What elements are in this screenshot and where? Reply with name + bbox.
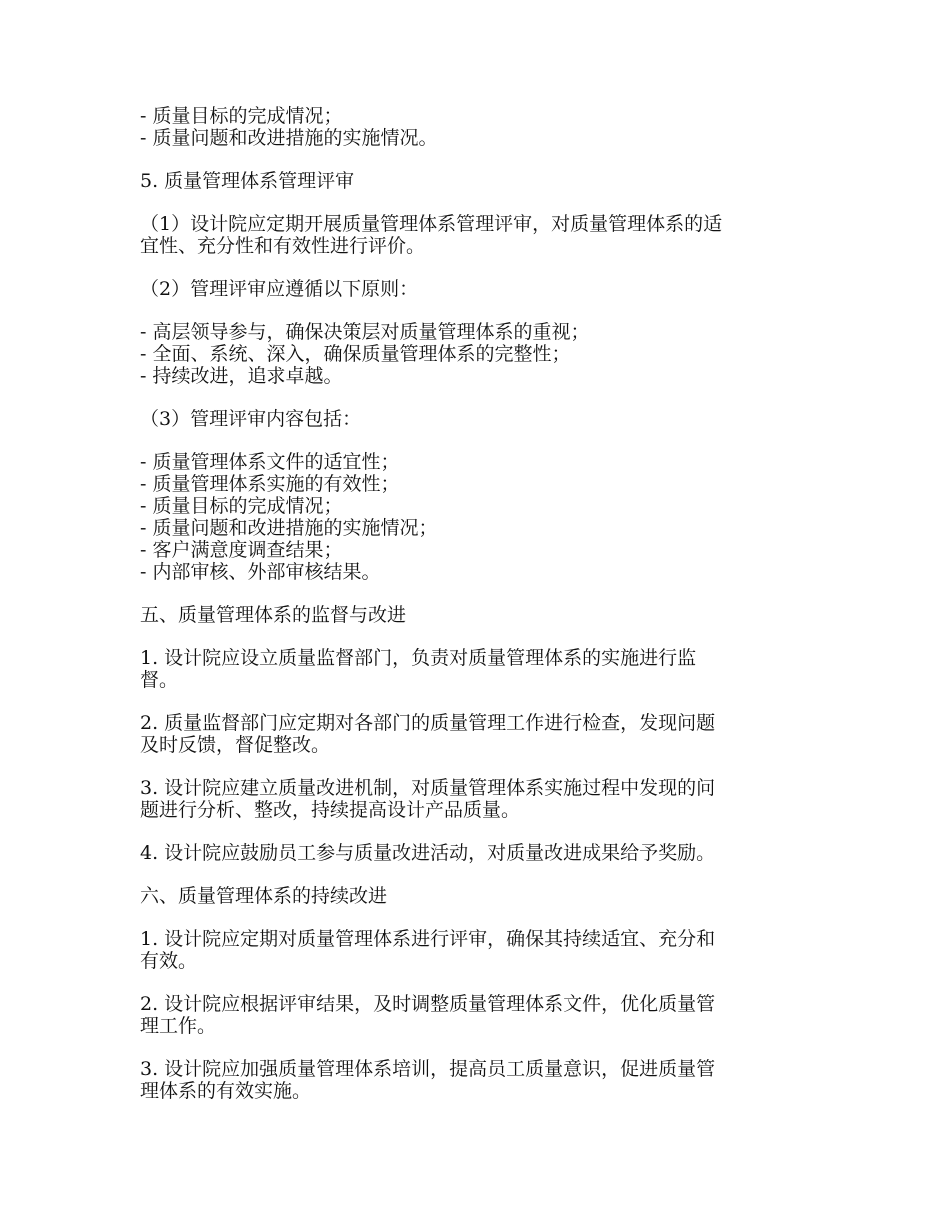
section-heading: [140, 170, 820, 192]
paragraph-line: （3）管理评审内容包括：: [140, 408, 362, 430]
paragraph-line: 题进行分析、整改，持续提高设计产品质量。: [140, 799, 521, 821]
paragraph-line: 1. 设计院应定期对质量管理体系进行评审，确保其持续适宜、充分和: [140, 928, 716, 950]
paragraph-line: 3. 设计院应加强质量管理体系培训，提高员工质量意识，促进质量管: [140, 1058, 716, 1080]
paragraph-line: 宜性、充分性和有效性进行评价。: [140, 235, 426, 257]
heading-text: 五、质量管理体系的监督与改进: [140, 604, 407, 626]
list-item: - 质量目标的完成情况；: [140, 105, 343, 127]
paragraph-line: 2. 设计院应根据评审结果，及时调整质量管理体系文件，优化质量管: [140, 993, 716, 1015]
paragraph: [140, 928, 820, 972]
list-item: - 质量问题和改进措施的实施情况。: [140, 127, 438, 149]
paragraph: [140, 278, 820, 300]
list-item: - 内部审核、外部审核结果。: [140, 561, 381, 583]
heading-text: 六、质量管理体系的持续改进: [140, 885, 388, 907]
paragraph: [140, 993, 820, 1037]
list-item-group: [140, 321, 820, 387]
list-item: - 持续改进，追求卓越。: [140, 365, 343, 387]
document-page: [140, 105, 820, 1102]
paragraph-line: 理工作。: [140, 1015, 217, 1037]
heading-text: 5. 质量管理体系管理评审: [140, 170, 355, 192]
list-item-group: [140, 105, 820, 149]
list-item-group: [140, 451, 820, 583]
paragraph: [140, 1058, 820, 1102]
list-item: - 高层领导参与，确保决策层对质量管理体系的重视；: [140, 321, 590, 343]
section-heading: [140, 604, 820, 626]
paragraph-line: 1. 设计院应设立质量监督部门，负责对质量管理体系的实施进行监: [140, 647, 697, 669]
paragraph: [140, 213, 820, 257]
list-item: - 质量问题和改进措施的实施情况；: [140, 517, 438, 539]
list-item: - 质量目标的完成情况；: [140, 495, 343, 517]
paragraph: [140, 777, 820, 821]
list-item: - 客户满意度调查结果；: [140, 539, 343, 561]
list-item: - 全面、系统、深入，确保质量管理体系的完整性；: [140, 343, 571, 365]
paragraph-line: 3. 设计院应建立质量改进机制，对质量管理体系实施过程中发现的问: [140, 777, 716, 799]
paragraph: [140, 647, 820, 691]
paragraph-line: （2）管理评审应遵循以下原则：: [140, 278, 419, 300]
paragraph-line: 督。: [140, 669, 179, 691]
paragraph-line: 2. 质量监督部门应定期对各部门的质量管理工作进行检查，发现问题: [140, 712, 716, 734]
list-item: - 质量管理体系实施的有效性；: [140, 473, 400, 495]
paragraph-line: 及时反馈，督促整改。: [140, 734, 331, 756]
paragraph-line: 有效。: [140, 950, 198, 972]
paragraph-line: 理体系的有效实施。: [140, 1080, 312, 1102]
paragraph: [140, 408, 820, 430]
paragraph-line: （1）设计院应定期开展质量管理体系管理评审，对质量管理体系的适: [140, 213, 723, 235]
paragraph-line: 4. 设计院应鼓励员工参与质量改进活动，对质量改进成果给予奖励。: [140, 842, 716, 864]
paragraph: [140, 842, 820, 864]
paragraph: [140, 712, 820, 756]
section-heading: [140, 885, 820, 907]
list-item: - 质量管理体系文件的适宜性；: [140, 451, 400, 473]
